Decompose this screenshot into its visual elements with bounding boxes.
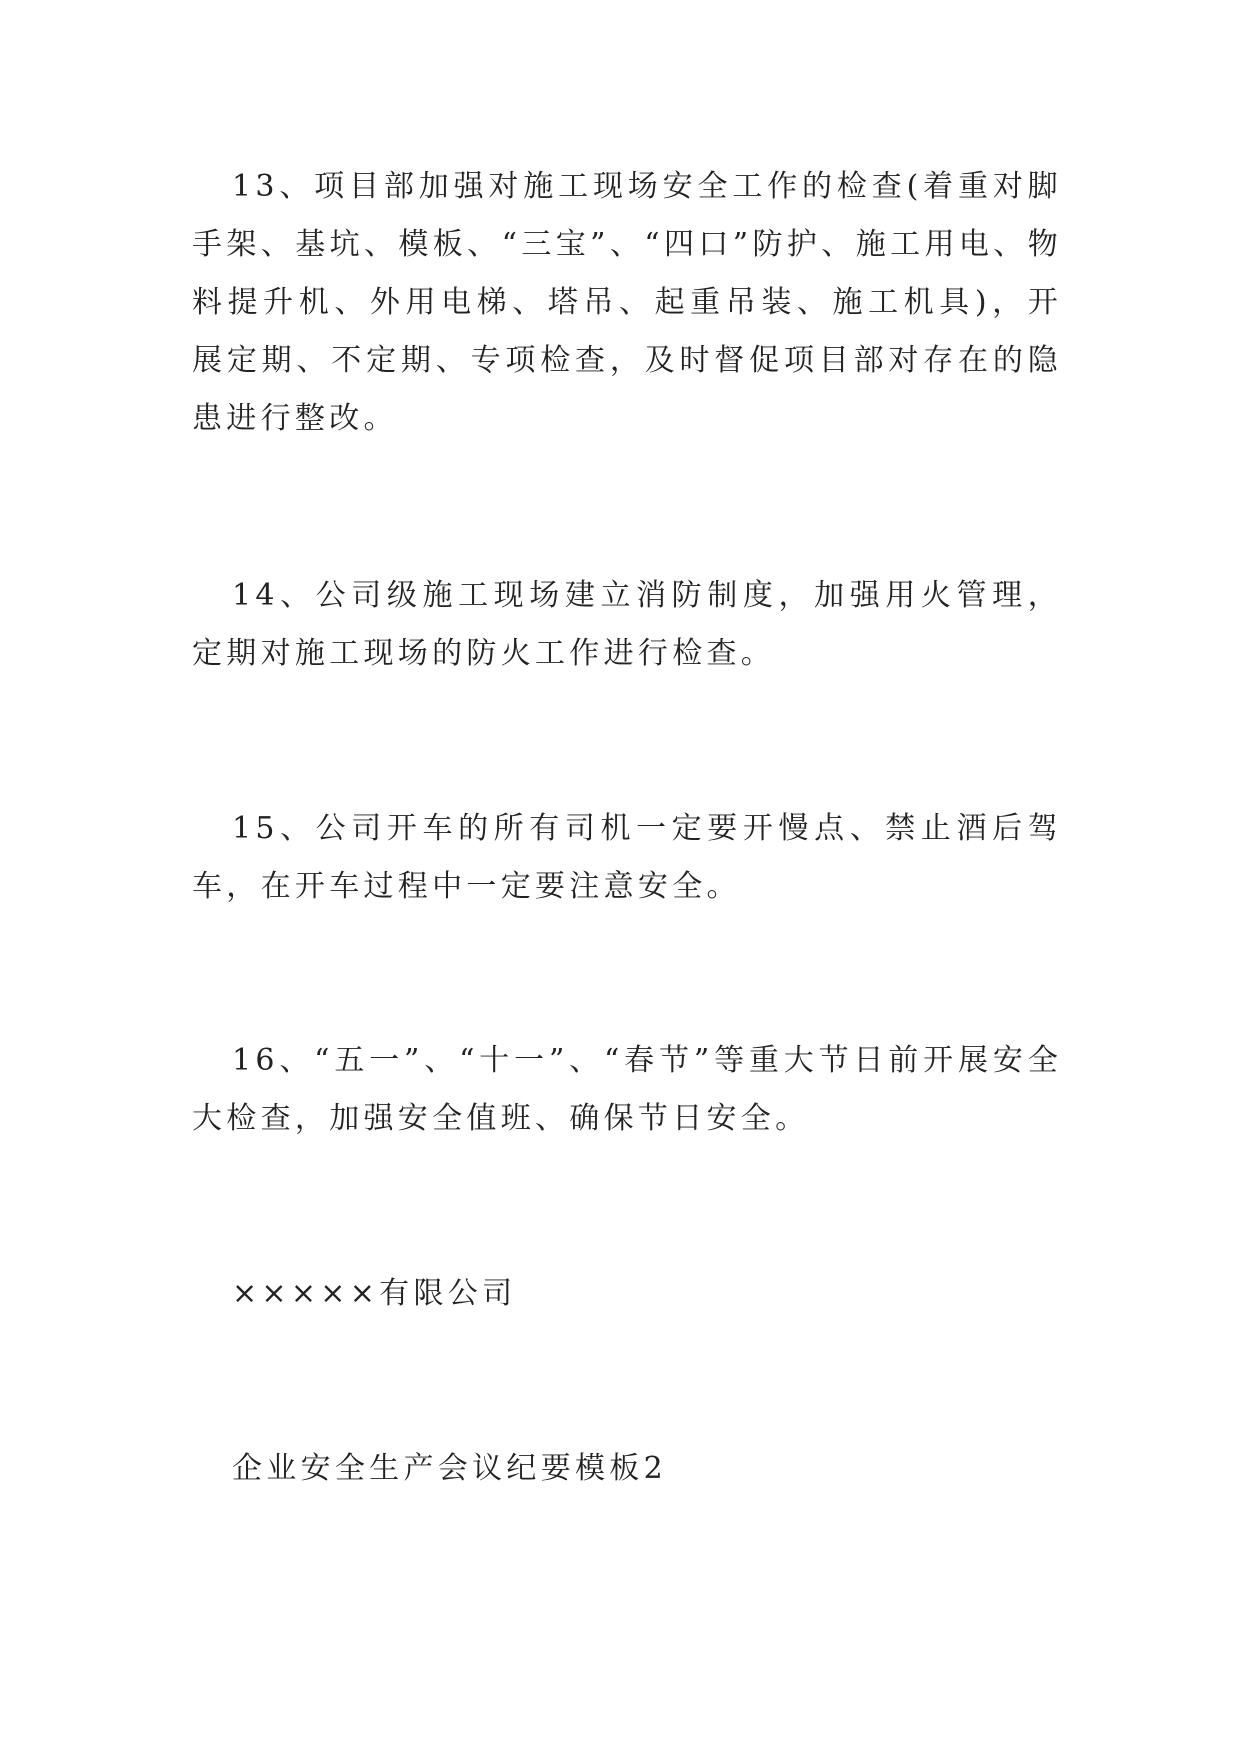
paragraph-item-14: 14、公司级施工现场建立消防制度，加强用火管理，定期对施工现场的防火工作进行检查。	[192, 578, 1062, 671]
company-signature: ×××××有限公司	[232, 1276, 517, 1311]
section-title: 企业安全生产会议纪要模板2	[232, 1451, 667, 1486]
paragraph-item-15: 15、公司开车的所有司机一定要开慢点、禁止酒后驾车，在开车过程中一定要注意安全。	[192, 811, 1062, 904]
paragraph-item-16: 16、“五一”、“十一”、“春节”等重大节日前开展安全大检查，加强安全值班、确保节日安全。	[192, 1043, 1062, 1136]
paragraph-item-13: 13、项目部加强对施工现场安全工作的检查(着重对脚手架、基坑、模板、“三宝”、“四口”防护、施工用电、物料提升机、外用电梯、塔吊、起重吊装、施工机具)，开展定期、不定期、专项检查，及时督促项目部对存在的隐患进行整改。	[192, 169, 1062, 436]
